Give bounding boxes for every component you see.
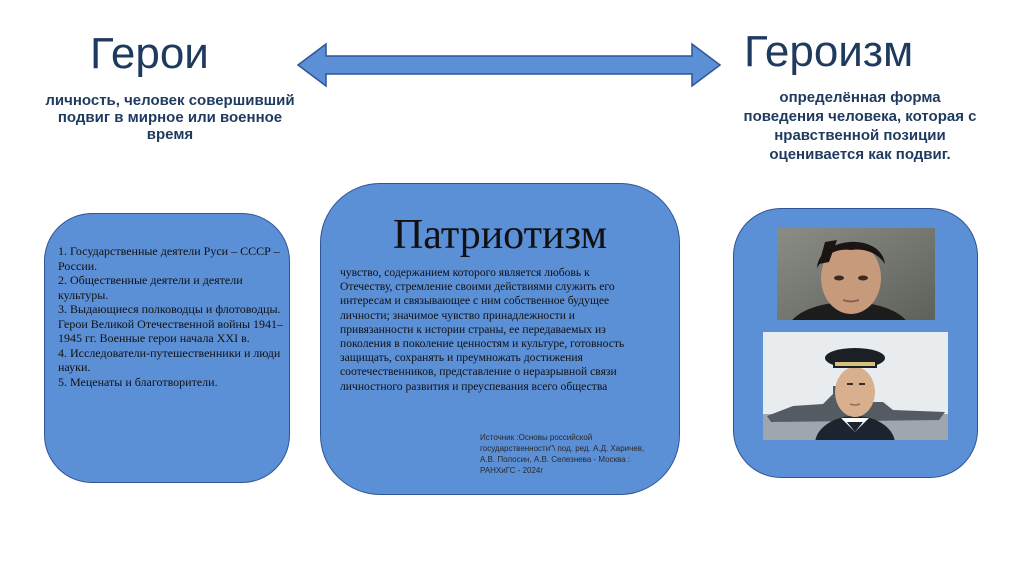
double-arrow-icon bbox=[296, 42, 722, 88]
list-item: 4. Исследователи-путешественники и люди науки. bbox=[58, 345, 281, 374]
heroes-list bbox=[58, 244, 283, 389]
list-item: 2. Общественные деятели и деятели культуры. bbox=[58, 273, 243, 302]
list-item: 1. Государственные деятели Руси – СССР – России. bbox=[58, 244, 280, 273]
sailor-photo bbox=[763, 332, 948, 440]
list-item: 5. Меценаты и благотворители. bbox=[58, 374, 218, 389]
patriotism-title: Патриотизм bbox=[392, 212, 608, 258]
heroes-title: Герои bbox=[90, 29, 209, 78]
heroes-subtitle: личность, человек совершивший подвиг в мирное или военное время bbox=[45, 92, 295, 143]
heroism-subtitle: определённая форма поведения человека, которая с нравственной позиции оценивается как подвиг. bbox=[743, 89, 977, 163]
hero-portrait-photo bbox=[777, 228, 935, 320]
source-note: Источник :Основы российской государственности"\ под. ред. А.Д. Харичев, А.В. Полосин, А.В. Селезнева - Москва : РАНХиГС - 2024г bbox=[480, 433, 645, 475]
list-item: 3. Выдающиеся полководцы и флотоводцы. Герои Великой Отечественной войны 1941–1945 гг. Военные герои начала XXI в. bbox=[58, 302, 283, 345]
patriotism-definition: чувство, содержанием которого является любовь к Отечеству, стремление своими действиями служить его интересам и связывающее с ним собственное будущее личности; значимое чувство принадлежности и привязанности к истории страны, ее передаваемых из поколения в поколение ценностям и культуре, готовность защищать, сохранять и преумножать достижения соотечественников, представление о неразрывной связи личностного развития и преуспевания всего общества bbox=[340, 266, 625, 393]
heroism-title: Героизм bbox=[744, 27, 914, 76]
